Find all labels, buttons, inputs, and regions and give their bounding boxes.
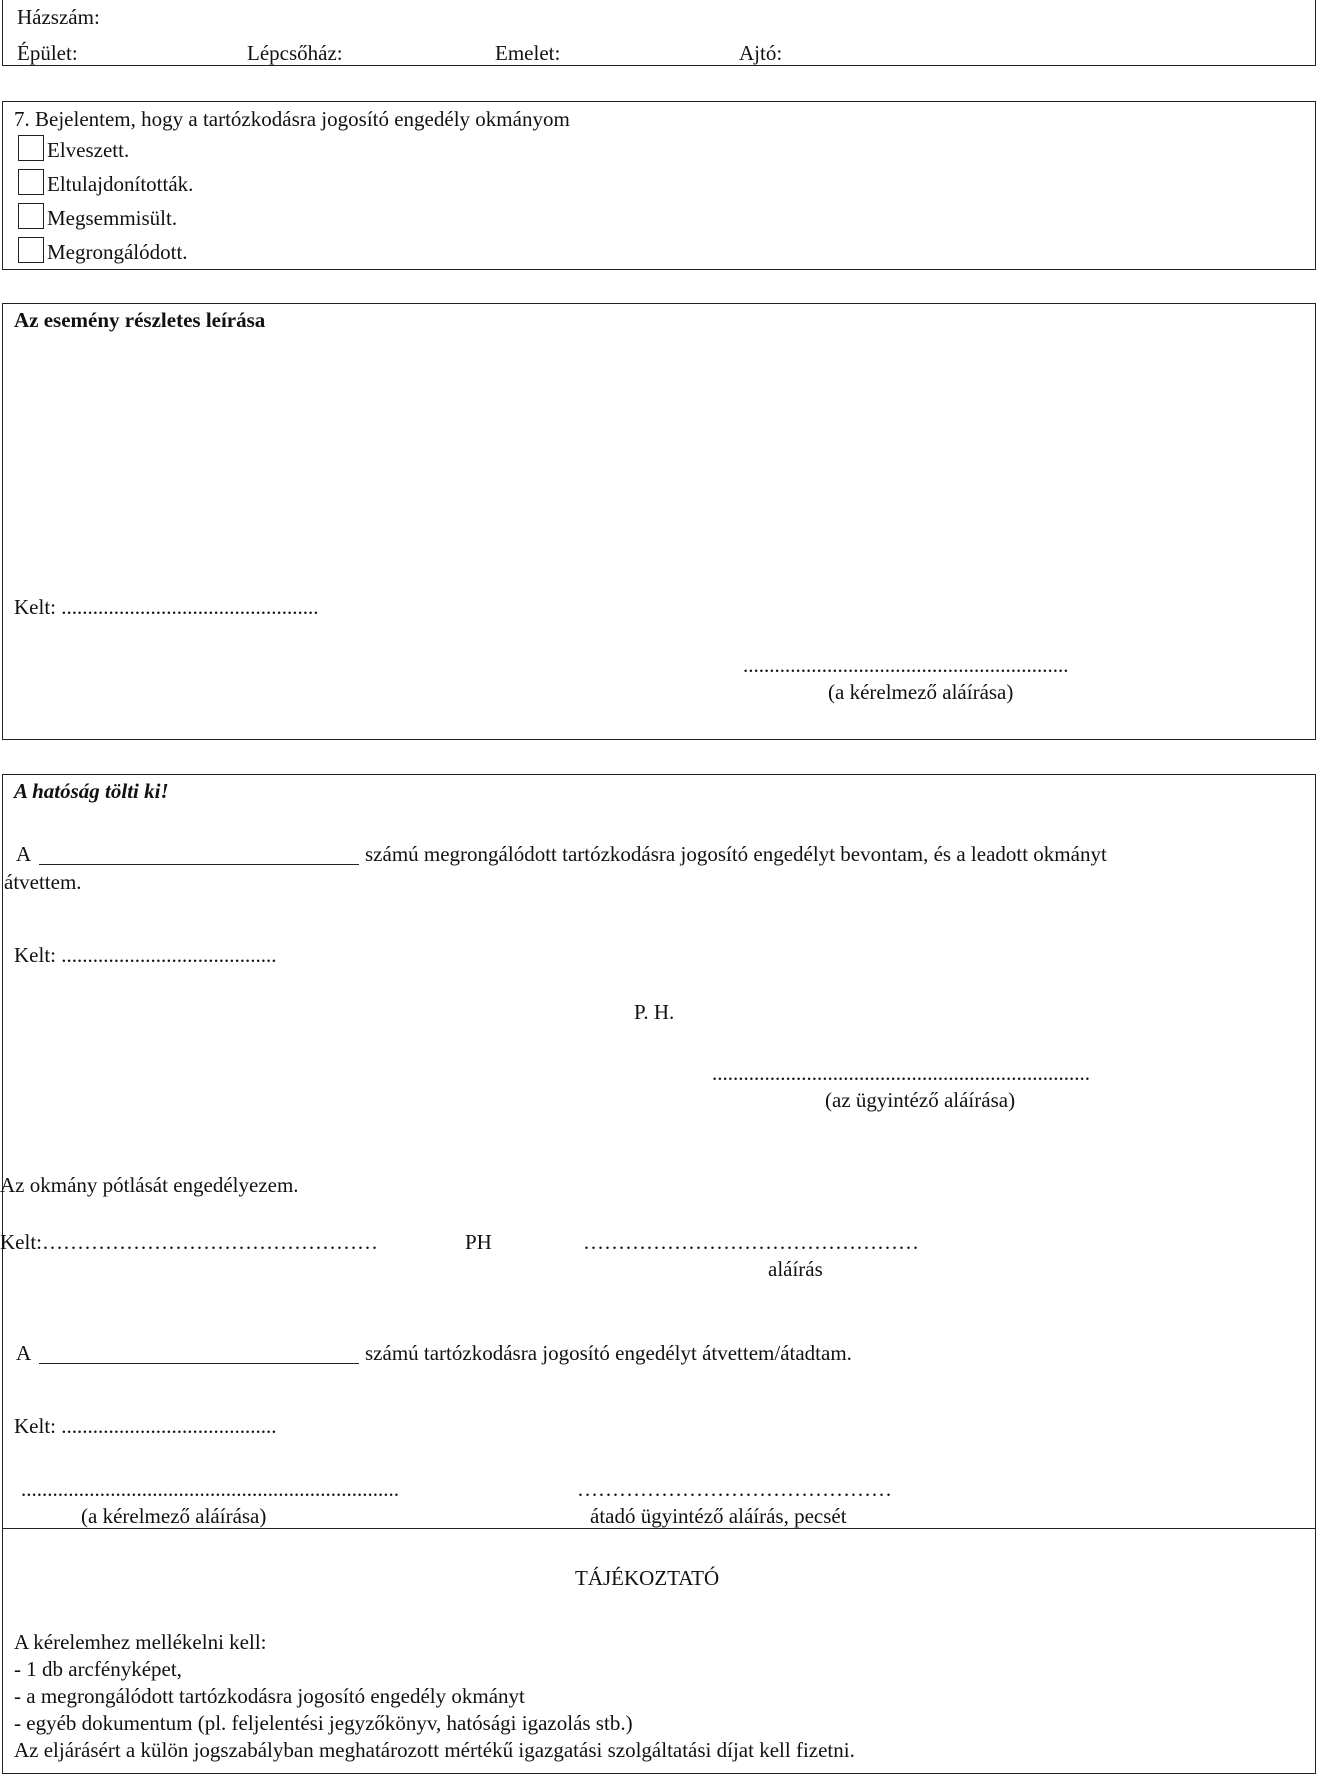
clerk-signature-line[interactable]: ........................................................................: [712, 1061, 1090, 1085]
info-line-1: A kérelemhez mellékelni kell:: [14, 1630, 267, 1654]
option-lost-label: Elveszett.: [47, 138, 130, 162]
replacement-approval-text: Az okmány pótlását engedélyezem.: [0, 1173, 299, 1197]
checkbox-damaged[interactable]: [18, 237, 44, 263]
address-box: [2, 0, 1316, 66]
event-date-field[interactable]: Kelt: .................................................: [14, 595, 319, 619]
checkbox-lost[interactable]: [18, 135, 44, 161]
option-damaged-label: Megrongálódott.: [47, 240, 188, 264]
info-line-4: - egyéb dokumentum (pl. feljelentési jegyzőkönyv, hatósági igazolás stb.): [14, 1711, 633, 1735]
info-line-5: Az eljárásért a külön jogszabályban meghatározott mértékű igazgatási szolgáltatási díjat kell fizetni.: [14, 1738, 855, 1762]
stamp-placeholder: P. H.: [634, 1000, 675, 1024]
authority-box: [2, 774, 1316, 1774]
staircase-label: Lépcsőház:: [247, 41, 343, 65]
option-stolen-label: Eltulajdonították.: [47, 172, 194, 196]
door-label: Ajtó:: [739, 41, 783, 65]
approval-date-field[interactable]: Kelt:…………………………………………: [0, 1230, 378, 1254]
clerk-signature-label: (az ügyintéző aláírása): [825, 1088, 1016, 1112]
section-7-title: 7. Bejelentem, hogy a tartózkodásra jogosító engedély okmányom: [14, 107, 570, 131]
floor-label: Emelet:: [495, 41, 561, 65]
revoke-number-field[interactable]: [39, 864, 359, 865]
applicant-signature-line-2[interactable]: ........................................................................: [21, 1477, 399, 1501]
handover-text: számú tartózkodásra jogosító engedélyt átvettem/átadtam.: [365, 1341, 852, 1365]
applicant-signature-line[interactable]: ..............................................................: [743, 653, 1069, 677]
approval-signature-line[interactable]: …………………………………………: [583, 1230, 919, 1254]
checkbox-stolen[interactable]: [18, 169, 44, 195]
handover-clerk-signature-label: átadó ügyintéző aláírás, pecsét: [590, 1504, 847, 1528]
handover-date-field[interactable]: Kelt: .........................................: [14, 1414, 277, 1438]
revoke-date-field[interactable]: Kelt: .........................................: [14, 943, 277, 967]
info-divider: [2, 1528, 1316, 1529]
applicant-signature-label: (a kérelmező aláírása): [828, 680, 1014, 704]
building-label: Épület:: [17, 41, 78, 65]
info-title: TÁJÉKOZTATÓ: [575, 1566, 720, 1590]
info-line-2: - 1 db arcfényképet,: [14, 1657, 182, 1681]
option-destroyed-label: Megsemmisült.: [47, 206, 178, 230]
event-description-box: [2, 303, 1316, 740]
info-line-3: - a megrongálódott tartózkodásra jogosító engedély okmányt: [14, 1684, 525, 1708]
approval-stamp-placeholder: PH: [465, 1230, 492, 1254]
revoke-text: számú megrongálódott tartózkodásra jogosító engedélyt bevontam, és a leadott okmányt: [365, 842, 1107, 866]
event-heading: Az esemény részletes leírása: [14, 308, 266, 332]
applicant-signature-label-2: (a kérelmező aláírása): [81, 1504, 267, 1528]
authority-heading: A hatóság tölti ki!: [14, 779, 169, 803]
house-number-label: Házszám:: [17, 5, 100, 29]
handover-clerk-signature-line[interactable]: ………………………………………: [577, 1477, 892, 1501]
handover-prefix: A: [16, 1341, 32, 1365]
approval-signature-label: aláírás: [768, 1257, 823, 1281]
revoke-text-continued: átvettem.: [4, 870, 82, 894]
checkbox-destroyed[interactable]: [18, 203, 44, 229]
revoke-prefix: A: [16, 842, 32, 866]
handover-number-field[interactable]: [39, 1363, 359, 1364]
